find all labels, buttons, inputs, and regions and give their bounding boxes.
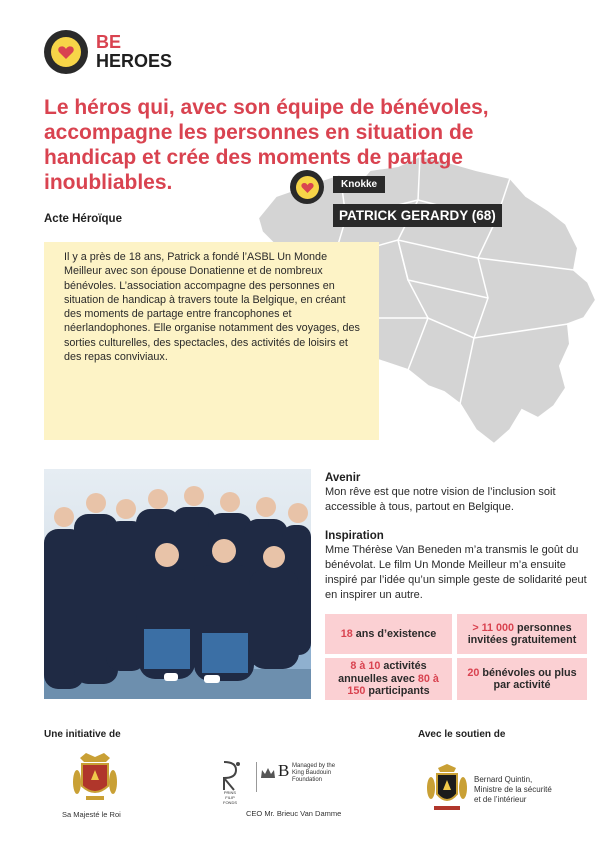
avenir-text: Mon rêve est que notre vision de l’inclusion soit accessible à tous, partout en Belgique. (325, 486, 556, 513)
ceo-caption: CEO Mr. Brieuc Van Damme (246, 809, 342, 818)
stat-guests: > 11 000 personnes invitées gratuitement (457, 614, 587, 654)
story-text: Il y a près de 18 ans, Patrick a fondé l’ASBL Un Monde Meilleur avec son épouse Donatienne et de nombreux bénévoles. L’association accompagne des personnes en situation de handicap à travers toute la Belgique, en créant des moments de partage entre francophones et néerlandophones. Elle organise notamment des voyages, des sorties culturelles, des spectacles, des activités de loisirs et des repas conviviaux. (64, 251, 360, 364)
belgian-coat-of-arms-icon (426, 764, 468, 814)
kbf-b-logo: B (278, 761, 290, 780)
inspiration-text: Mme Thérèse Van Beneden m’a transmis le goût du bénévolat. Le film Un Monde Meilleur m’a ensuite inspiré par l’idée qu’un simple geste de solidarité peut en inspirer un autre. (325, 544, 587, 601)
team-photo (44, 469, 311, 699)
stat-volunteers: 20 bénévoles ou plus par activité (457, 658, 587, 700)
fund-caption: PRINS FILIP FONDS (223, 790, 237, 805)
heart-icon (301, 182, 314, 193)
footer-divider (256, 762, 257, 792)
initiative-label: Une initiative de (44, 729, 121, 740)
hero-name-tag: PATRICK GERARDY (68) (333, 204, 502, 227)
support-label: Avec le soutien de (418, 729, 506, 740)
section-label: Acte Héroïque (44, 213, 122, 225)
logo-line-be: BE (96, 32, 122, 52)
crown-icon (260, 766, 276, 780)
logo-wordmark (96, 33, 172, 71)
inspiration-title: Inspiration (325, 530, 384, 542)
headline: Le héros qui, avec son équipe de bénévoles, accompagne les personnes en situation de handicap et crée des moments de partage inoubliables. (44, 96, 489, 194)
stat-activities: 8 à 10 activités annuelles avec 80 à 150 participants (325, 658, 452, 700)
minister-caption: Bernard Quintin, Ministre de la sécurité et de l’intérieur (474, 775, 552, 804)
heart-icon (58, 45, 74, 59)
avenir-title: Avenir (325, 472, 361, 484)
managed-by-text: Managed by the King Baudouin Foundation (292, 763, 336, 783)
logo-line-heroes: HEROES (96, 51, 173, 71)
fund-monogram-icon (216, 758, 246, 794)
king-caption: Sa Majesté le Roi (62, 810, 121, 819)
royal-crest-icon (72, 752, 118, 804)
location-pin (290, 170, 324, 204)
logo-badge (44, 30, 88, 74)
city-tag: Knokke (333, 176, 385, 193)
stat-years: 18 ans d’existence (325, 614, 452, 654)
